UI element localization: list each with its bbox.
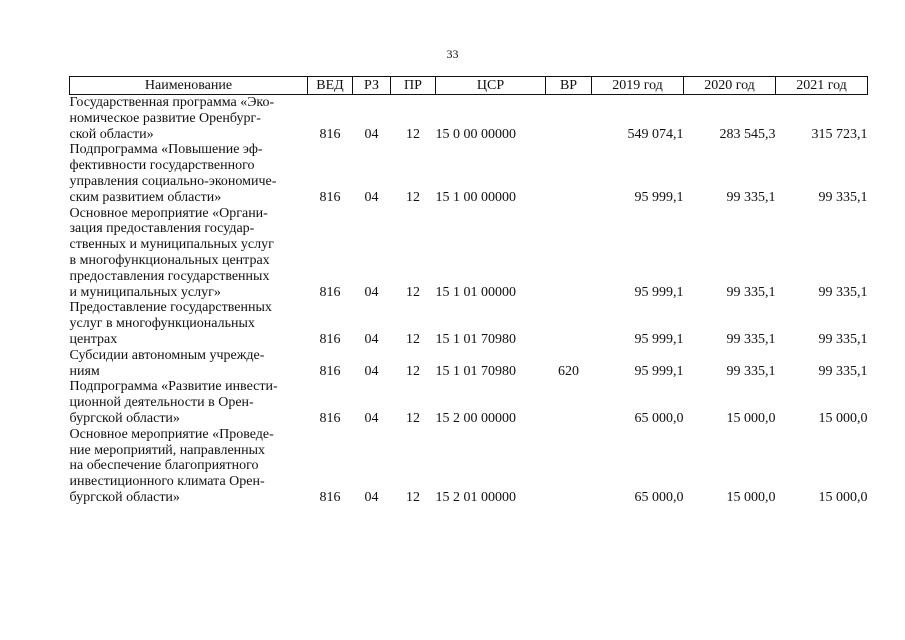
cell-y2019: 95 999,1 [634, 331, 684, 347]
header-ved: ВЕД [308, 77, 353, 95]
cell-y2020: 99 335,1 [726, 284, 776, 300]
table-row [70, 427, 868, 506]
row-name-line: ниям [69, 363, 100, 379]
row-name-cell [70, 348, 308, 380]
cell-y2020: 283 545,3 [719, 126, 776, 142]
row-name-line: Подпрограмма «Повышение эф- [69, 142, 263, 158]
table-row [70, 348, 868, 380]
cell-pr: 12 [406, 284, 420, 300]
page-number: 33 [446, 47, 459, 61]
table-header-row [70, 77, 868, 95]
cell-y2019: 95 999,1 [634, 284, 684, 300]
cell-csr: 15 1 01 00000 [435, 284, 516, 300]
row-name-line: Субсидии автономным учрежде- [69, 347, 265, 363]
row-name-line: номическое развитие Оренбург- [69, 110, 261, 126]
cell-rz: 04 [364, 489, 379, 505]
cell-csr: 15 0 00 00000 [435, 126, 516, 142]
cell-csr: 15 2 01 00000 [435, 489, 516, 505]
cell-y2020: 15 000,0 [726, 410, 776, 426]
cell-y2021: 99 335,1 [818, 331, 868, 347]
table-row [70, 206, 868, 301]
cell-rz: 04 [364, 126, 379, 142]
cell-y2020: 99 335,1 [726, 331, 776, 347]
cell-ved: 816 [319, 363, 341, 379]
cell-y2021: 99 335,1 [818, 363, 868, 379]
cell-y2021: 315 723,1 [811, 126, 868, 142]
row-name-line: предоставления государственных [69, 268, 270, 284]
row-name-line: инвестиционного климата Орен- [69, 474, 265, 490]
cell-y2021: 99 335,1 [818, 284, 868, 300]
cell-y2019: 95 999,1 [634, 363, 684, 379]
cell-y2019: 549 074,1 [627, 126, 684, 142]
cell-csr: 15 1 01 70980 [435, 331, 516, 347]
row-name-cell [70, 142, 308, 205]
header-2020: 2020 год [684, 77, 776, 95]
table-row [70, 379, 868, 426]
table-body [70, 95, 868, 506]
cell-csr: 15 2 00 00000 [435, 410, 516, 426]
cell-vr [546, 427, 592, 506]
row-name-cell [70, 95, 308, 143]
cell-pr: 12 [406, 331, 420, 347]
cell-ved: 816 [319, 331, 341, 347]
row-name-line: бургской области» [69, 489, 180, 505]
cell-vr: 620 [558, 363, 579, 379]
budget-table [69, 76, 868, 506]
row-name-line: ским развитием области» [69, 189, 222, 205]
row-name-line: центрах [69, 331, 118, 347]
cell-vr [546, 95, 592, 143]
header-2019: 2019 год [592, 77, 684, 95]
cell-vr [546, 300, 592, 347]
row-name-line: зация предоставления государ- [69, 221, 255, 237]
header-vr: ВР [546, 77, 592, 95]
row-name-line: в многофункциональных центрах [69, 252, 270, 268]
row-name-line: ственных и муниципальных услуг [69, 237, 274, 253]
cell-ved: 816 [319, 189, 341, 205]
cell-csr: 15 1 00 00000 [435, 189, 516, 205]
cell-vr [546, 142, 592, 205]
row-name-line: ние мероприятий, направленных [69, 442, 266, 458]
header-pr: ПР [391, 77, 436, 95]
row-name-cell [70, 206, 308, 301]
header-2021: 2021 год [776, 77, 868, 95]
row-name-line: Государственная программа «Эко- [69, 95, 275, 110]
cell-rz: 04 [364, 331, 379, 347]
cell-pr: 12 [406, 126, 420, 142]
row-name-cell [70, 300, 308, 347]
row-name-line: ционной деятельности в Орен- [69, 395, 254, 411]
cell-rz: 04 [364, 410, 379, 426]
row-name-line: бургской области» [69, 410, 180, 426]
table-row [70, 142, 868, 205]
cell-y2019: 95 999,1 [634, 189, 684, 205]
cell-pr: 12 [406, 189, 420, 205]
cell-vr [546, 379, 592, 426]
cell-ved: 816 [319, 126, 341, 142]
cell-ved: 816 [319, 284, 341, 300]
cell-ved: 816 [319, 489, 341, 505]
table-row [70, 300, 868, 347]
cell-y2019: 65 000,0 [634, 489, 684, 505]
cell-rz: 04 [364, 363, 379, 379]
cell-y2020: 99 335,1 [726, 363, 776, 379]
cell-ved: 816 [319, 410, 341, 426]
cell-y2021: 99 335,1 [818, 189, 868, 205]
cell-rz: 04 [364, 284, 379, 300]
table-row [70, 95, 868, 143]
row-name-line: на обеспечение благоприятного [69, 458, 259, 474]
cell-y2021: 15 000,0 [818, 489, 868, 505]
cell-y2020: 15 000,0 [726, 489, 776, 505]
row-name-line: Подпрограмма «Развитие инвести- [69, 379, 278, 395]
cell-vr [546, 206, 592, 301]
cell-y2021: 15 000,0 [818, 410, 868, 426]
row-name-line: управления социально-экономиче- [69, 173, 277, 189]
row-name-line: ской области» [69, 126, 154, 142]
row-name-line: Основное мероприятие «Органи- [69, 205, 268, 221]
row-name-line: и муниципальных услуг» [69, 284, 221, 300]
row-name-line: Предоставление государственных [69, 300, 272, 316]
header-csr: ЦСР [436, 77, 546, 95]
cell-pr: 12 [406, 363, 420, 379]
row-name-cell [70, 379, 308, 426]
cell-rz: 04 [364, 189, 379, 205]
header-rz: РЗ [353, 77, 391, 95]
cell-pr: 12 [406, 410, 420, 426]
row-name-line: фективности государственного [69, 158, 255, 174]
cell-csr: 15 1 01 70980 [435, 363, 516, 379]
header-name: Наименование [70, 77, 308, 95]
cell-y2019: 65 000,0 [634, 410, 684, 426]
row-name-cell [70, 427, 308, 506]
cell-y2020: 99 335,1 [726, 189, 776, 205]
cell-pr: 12 [406, 489, 420, 505]
row-name-line: Основное мероприятие «Проведе- [69, 426, 274, 442]
row-name-line: услуг в многофункциональных [69, 316, 255, 332]
